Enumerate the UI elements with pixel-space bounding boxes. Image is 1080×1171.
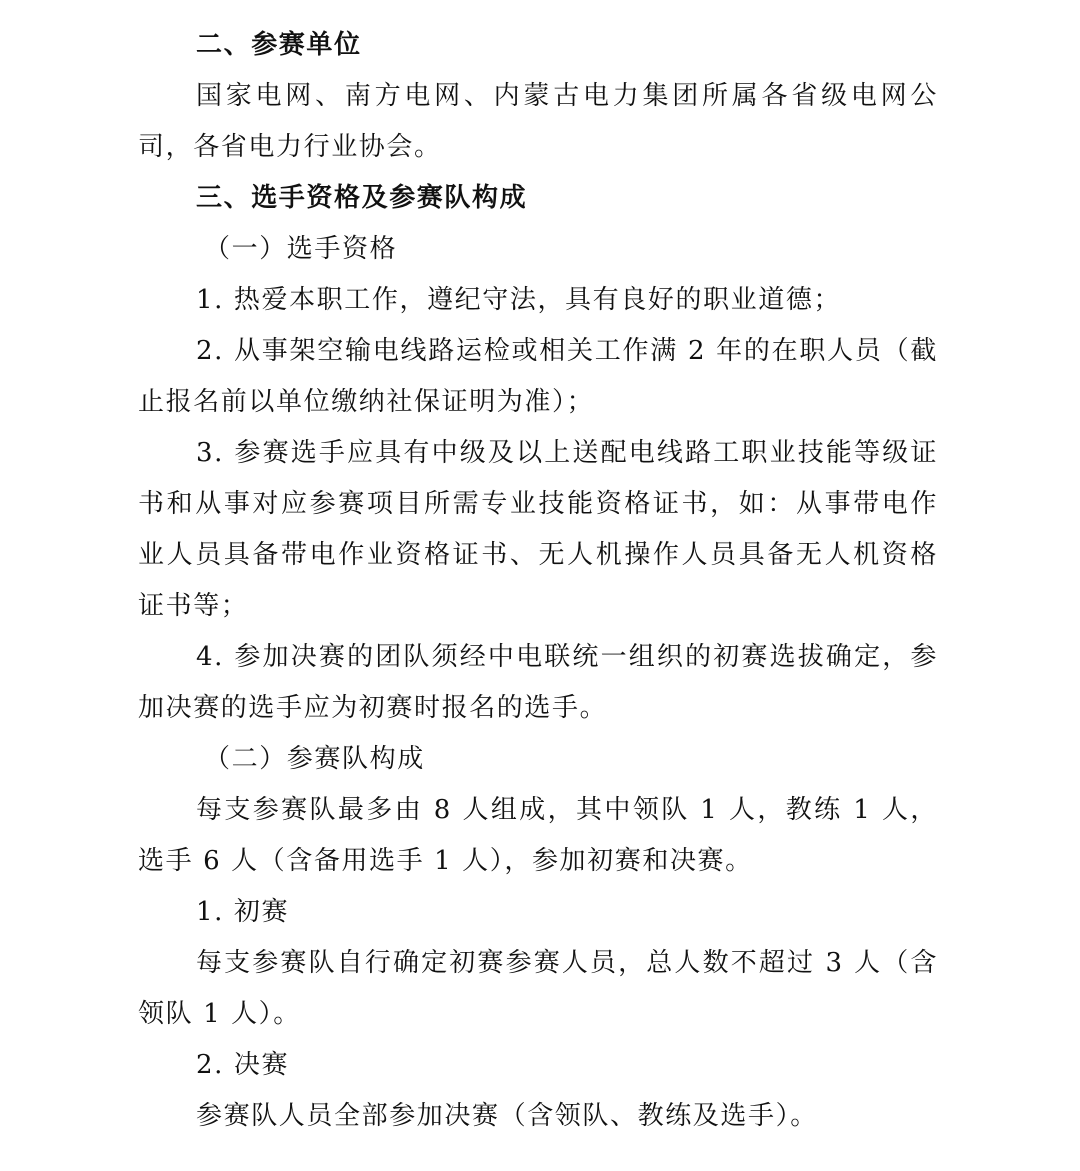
preliminary-round-text: 每支参赛队自行确定初赛参赛人员，总人数不超过 3 人（含领队 1 人）。	[138, 948, 938, 1029]
qualification-item-2: 2. 从事架空输电线路运检或相关工作满 2 年的在职人员（截止报名前以单位缴纳社保证明为准）；	[138, 336, 938, 417]
section-heading-qualifications-and-team: 三、选手资格及参赛队构成	[196, 183, 528, 213]
team-composition-text: 每支参赛队最多由 8 人组成，其中领队 1 人，教练 1 人，选手 6 人（含备用选手 1 人），参加初赛和决赛。	[138, 795, 938, 876]
final-round-text: 参赛队人员全部参加决赛（含领队、教练及选手）。	[196, 1101, 818, 1131]
participating-units-text: 国家电网、南方电网、内蒙古电力集团所属各省级电网公司，各省电力行业协会。	[138, 81, 938, 162]
qualification-item-4: 4. 参加决赛的团队须经中电联统一组织的初赛选拔确定，参加决赛的选手应为初赛时报名的选手。	[138, 642, 938, 723]
qualification-item-3: 3. 参赛选手应具有中级及以上送配电线路工职业技能等级证书和从事对应参赛项目所需专业技能资格证书，如：从事带电作业人员具备带电作业资格证书、无人机操作人员具备无人机资格证书等；	[138, 438, 938, 621]
preliminary-round-title: 1. 初赛	[196, 897, 290, 927]
subheading-player-qualifications: （一）选手资格	[204, 234, 398, 264]
document-page	[138, 20, 938, 1142]
subheading-team-composition: （二）参赛队构成	[204, 744, 425, 774]
final-round-title: 2. 决赛	[196, 1050, 290, 1080]
section-heading-participating-units: 二、参赛单位	[196, 30, 362, 60]
qualification-item-1: 1. 热爱本职工作，遵纪守法，具有良好的职业道德；	[196, 285, 842, 315]
